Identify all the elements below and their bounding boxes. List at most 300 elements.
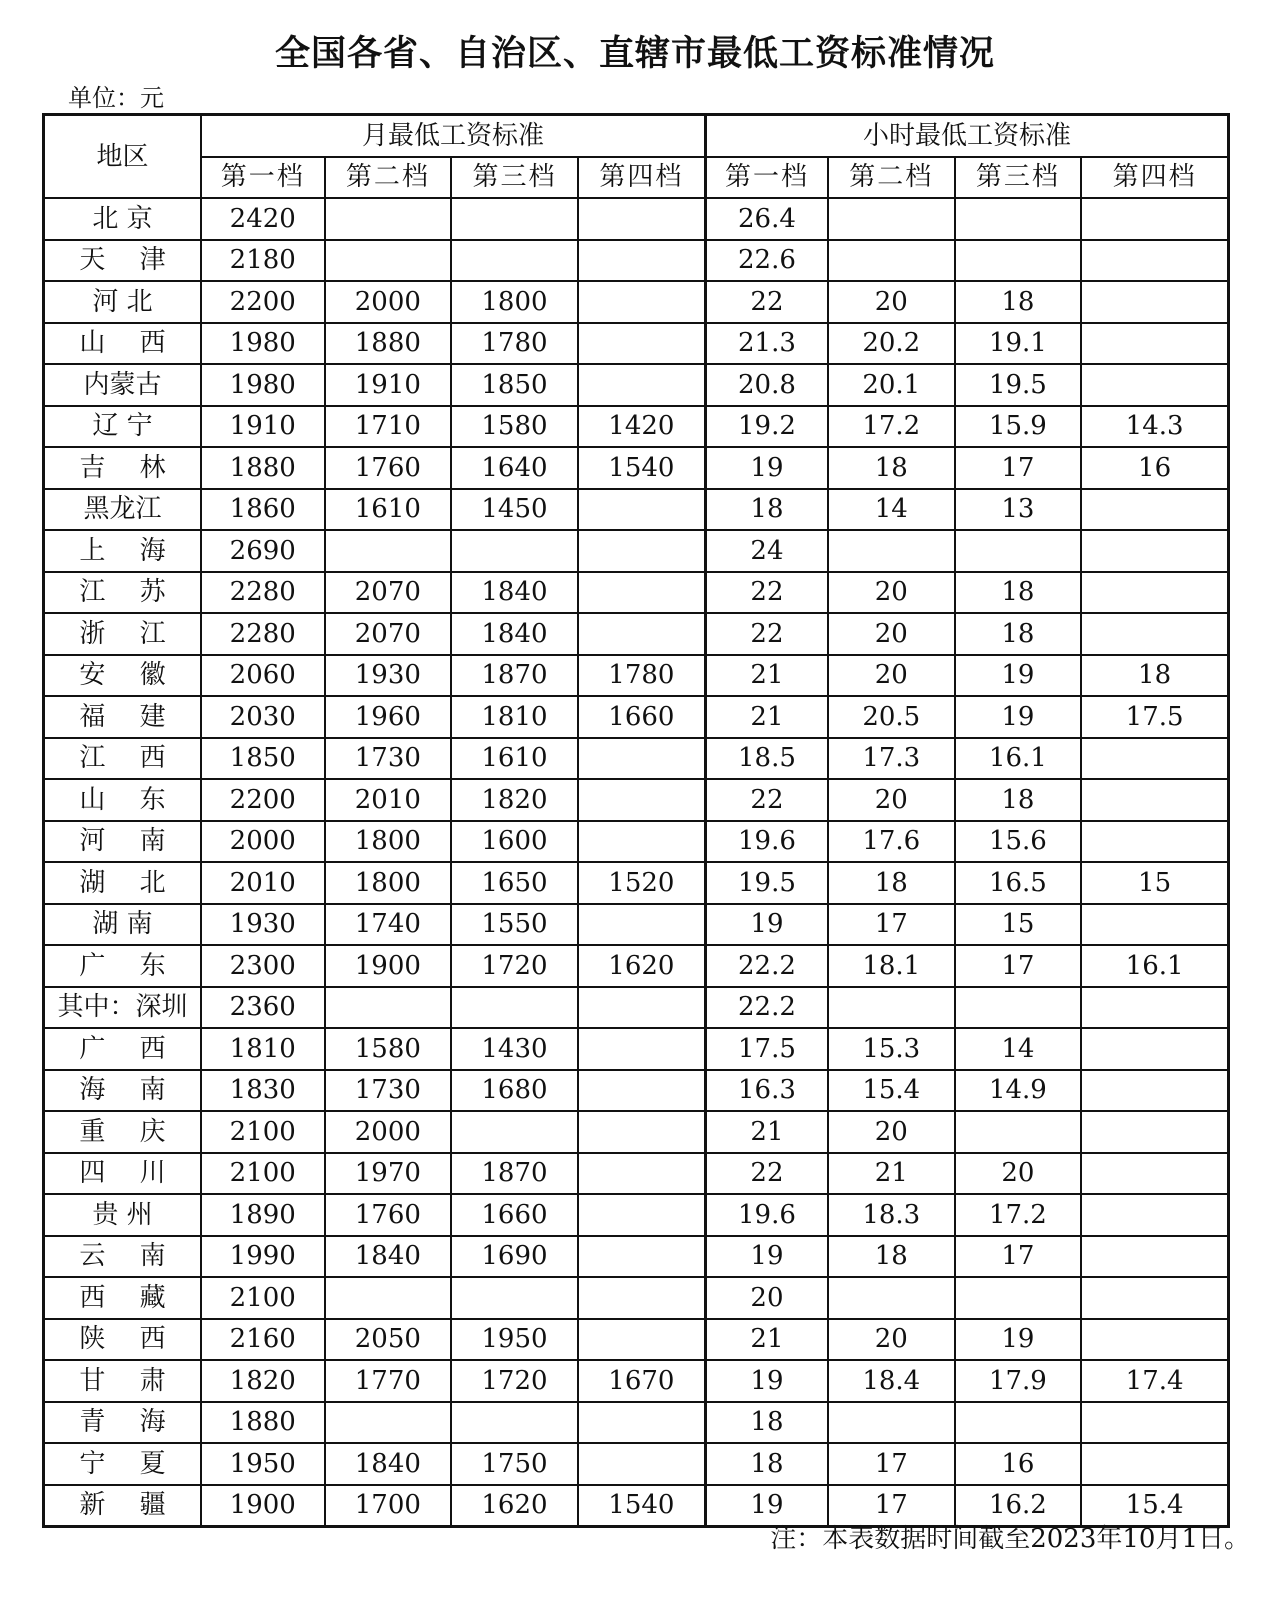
monthly-tier-1-cell: 2300 [201, 945, 325, 987]
table-row [44, 1277, 1229, 1319]
hourly-tier-4-cell: 16.1 [1081, 945, 1228, 987]
hourly-tier-2-cell: 21 [828, 1153, 955, 1195]
hourly-tier-2-cell: 20 [828, 281, 955, 323]
region-cell: 西 藏 [44, 1277, 202, 1319]
hourly-tier-4-cell [1081, 323, 1228, 365]
hourly-tier-4-cell: 17.5 [1081, 696, 1228, 738]
monthly-tier-4-cell [578, 904, 706, 946]
hourly-tier-2-cell: 20.5 [828, 696, 955, 738]
monthly-tier-1-cell: 2010 [201, 862, 325, 904]
monthly-tier-4-cell [578, 1153, 706, 1195]
hourly-tier-2-cell: 20.1 [828, 364, 955, 406]
hourly-tier-1-cell: 19.5 [705, 862, 828, 904]
table-row [44, 655, 1229, 697]
hourly-tier-4-cell [1081, 530, 1228, 572]
hourly-tier-3-cell: 17 [955, 1236, 1082, 1278]
region-cell: 北 京 [44, 198, 202, 240]
hourly-tier-3-cell: 19.5 [955, 364, 1082, 406]
table-row [44, 1402, 1229, 1444]
hourly-tier-2-cell: 20 [828, 613, 955, 655]
hourly-tier-1-cell: 16.3 [705, 1070, 828, 1112]
table-row [44, 862, 1229, 904]
monthly-tier-1-cell: 1860 [201, 489, 325, 531]
monthly-tier-3-cell: 1430 [451, 1028, 578, 1070]
region-cell: 重 庆 [44, 1111, 202, 1153]
hourly-tier-2-cell: 18 [828, 447, 955, 489]
table-body [44, 198, 1229, 1527]
hourly-tier-1-cell: 19.6 [705, 821, 828, 863]
monthly-tier-1-cell: 2100 [201, 1153, 325, 1195]
monthly-tier-2-cell [325, 198, 452, 240]
unit-label: 单位：元 [68, 84, 164, 112]
hourly-tier-3-cell: 19 [955, 1319, 1082, 1361]
monthly-tier-3-cell: 1690 [451, 1236, 578, 1278]
hourly-tier-1-cell: 17.5 [705, 1028, 828, 1070]
hourly-tier-2-cell: 20 [828, 572, 955, 614]
monthly-tier-2-cell: 1930 [325, 655, 452, 697]
region-cell: 福 建 [44, 696, 202, 738]
hourly-tier-1-cell: 21 [705, 696, 828, 738]
table-row [44, 1360, 1229, 1402]
monthly-tier-2-cell: 1960 [325, 696, 452, 738]
monthly-tier-4-cell [578, 779, 706, 821]
monthly-tier-1-cell: 1820 [201, 1360, 325, 1402]
hourly-tier-1-cell: 19 [705, 904, 828, 946]
monthly-tier-4-cell: 1670 [578, 1360, 706, 1402]
hourly-tier-1-cell: 22 [705, 1153, 828, 1195]
region-cell: 湖 北 [44, 862, 202, 904]
region-cell: 其中：深圳 [44, 987, 202, 1029]
monthly-tier-2-cell [325, 1277, 452, 1319]
monthly-tier-3-cell [451, 1277, 578, 1319]
hourly-tier-4-cell [1081, 1153, 1228, 1195]
hourly-tier-1-cell: 22.6 [705, 240, 828, 282]
monthly-tier-1-cell: 1950 [201, 1443, 325, 1485]
monthly-tier-4-cell [578, 364, 706, 406]
hourly-tier-2-cell [828, 1402, 955, 1444]
monthly-tier-1-cell: 2420 [201, 198, 325, 240]
hourly-tier-3-cell: 17 [955, 447, 1082, 489]
hourly-tier-1-cell: 22.2 [705, 987, 828, 1029]
monthly-tier-4-cell [578, 240, 706, 282]
table-row [44, 1070, 1229, 1112]
monthly-tier-3-cell: 1450 [451, 489, 578, 531]
hourly-tier-1-cell: 26.4 [705, 198, 828, 240]
hourly-tier-2-cell: 20.2 [828, 323, 955, 365]
monthly-tier-3-cell [451, 987, 578, 1029]
monthly-tier-1-cell: 2160 [201, 1319, 325, 1361]
hourly-tier-1-header: 第一档 [705, 157, 828, 199]
monthly-tier-4-cell [578, 1070, 706, 1112]
monthly-tier-4-cell: 1780 [578, 655, 706, 697]
monthly-tier-3-cell: 1720 [451, 945, 578, 987]
monthly-tier-4-cell [578, 572, 706, 614]
monthly-tier-3-cell: 1810 [451, 696, 578, 738]
region-cell: 广 东 [44, 945, 202, 987]
region-cell: 吉 林 [44, 447, 202, 489]
hourly-tier-1-cell: 21 [705, 655, 828, 697]
hourly-tier-4-cell: 15.4 [1081, 1485, 1228, 1527]
hourly-tier-1-cell: 22 [705, 779, 828, 821]
hourly-tier-1-cell: 21 [705, 1111, 828, 1153]
hourly-tier-4-cell [1081, 240, 1228, 282]
hourly-tier-4-cell [1081, 779, 1228, 821]
region-cell: 浙 江 [44, 613, 202, 655]
table-row [44, 987, 1229, 1029]
hourly-tier-1-cell: 20.8 [705, 364, 828, 406]
hourly-tier-2-cell [828, 240, 955, 282]
hourly-tier-4-cell [1081, 1194, 1228, 1236]
monthly-tier-1-cell: 2360 [201, 987, 325, 1029]
hourly-tier-3-cell: 15.9 [955, 406, 1082, 448]
monthly-tier-1-cell: 1810 [201, 1028, 325, 1070]
monthly-tier-3-cell: 1600 [451, 821, 578, 863]
region-cell: 贵 州 [44, 1194, 202, 1236]
table-row [44, 613, 1229, 655]
hourly-tier-4-cell [1081, 1028, 1228, 1070]
hourly-tier-4-cell: 16 [1081, 447, 1228, 489]
hourly-tier-4-cell: 14.3 [1081, 406, 1228, 448]
hourly-tier-1-cell: 19 [705, 1485, 828, 1527]
monthly-tier-2-cell: 1710 [325, 406, 452, 448]
region-cell: 宁 夏 [44, 1443, 202, 1485]
monthly-tier-2-cell: 1580 [325, 1028, 452, 1070]
table-row [44, 406, 1229, 448]
hourly-tier-4-header: 第四档 [1081, 157, 1228, 199]
region-cell: 天 津 [44, 240, 202, 282]
hourly-tier-1-cell: 18 [705, 1402, 828, 1444]
hourly-tier-1-cell: 22 [705, 572, 828, 614]
monthly-tier-2-cell: 1880 [325, 323, 452, 365]
hourly-tier-4-cell [1081, 613, 1228, 655]
hourly-tier-1-cell: 18 [705, 489, 828, 531]
monthly-tier-3-cell: 1950 [451, 1319, 578, 1361]
monthly-tier-4-cell: 1540 [578, 447, 706, 489]
hourly-tier-3-cell: 17 [955, 945, 1082, 987]
hourly-tier-3-cell: 17.2 [955, 1194, 1082, 1236]
hourly-tier-2-cell: 18.3 [828, 1194, 955, 1236]
table-row [44, 281, 1229, 323]
monthly-tier-3-header: 第三档 [451, 157, 578, 199]
monthly-tier-4-cell: 1620 [578, 945, 706, 987]
table-row [44, 1443, 1229, 1485]
hourly-tier-2-cell: 15.3 [828, 1028, 955, 1070]
hourly-tier-2-cell: 14 [828, 489, 955, 531]
monthly-tier-2-cell [325, 240, 452, 282]
monthly-tier-4-cell [578, 987, 706, 1029]
hourly-tier-1-cell: 22 [705, 613, 828, 655]
hourly-tier-3-cell: 16.1 [955, 738, 1082, 780]
hourly-tier-3-cell: 18 [955, 613, 1082, 655]
table-row [44, 1319, 1229, 1361]
hourly-tier-4-cell [1081, 738, 1228, 780]
monthly-tier-3-cell [451, 1402, 578, 1444]
hourly-tier-2-cell [828, 1277, 955, 1319]
table-row [44, 779, 1229, 821]
hourly-tier-4-cell [1081, 1402, 1228, 1444]
monthly-tier-3-cell: 1650 [451, 862, 578, 904]
monthly-tier-2-cell [325, 1402, 452, 1444]
monthly-tier-1-cell: 1990 [201, 1236, 325, 1278]
hourly-tier-3-cell [955, 1111, 1082, 1153]
hourly-tier-4-cell [1081, 364, 1228, 406]
hourly-tier-1-cell: 19 [705, 1236, 828, 1278]
hourly-tier-3-cell [955, 198, 1082, 240]
table-row [44, 1236, 1229, 1278]
monthly-tier-3-cell: 1820 [451, 779, 578, 821]
table-row [44, 1028, 1229, 1070]
table-row [44, 530, 1229, 572]
monthly-tier-3-cell [451, 198, 578, 240]
table-row [44, 945, 1229, 987]
hourly-tier-2-cell: 20 [828, 779, 955, 821]
monthly-tier-3-cell: 1720 [451, 1360, 578, 1402]
region-cell: 河 南 [44, 821, 202, 863]
monthly-tier-3-cell: 1870 [451, 655, 578, 697]
monthly-tier-4-cell [578, 530, 706, 572]
monthly-tier-4-cell: 1660 [578, 696, 706, 738]
region-cell: 云 南 [44, 1236, 202, 1278]
hourly-tier-3-cell: 13 [955, 489, 1082, 531]
monthly-tier-3-cell: 1840 [451, 613, 578, 655]
monthly-tier-2-cell: 1610 [325, 489, 452, 531]
hourly-tier-2-cell: 18 [828, 1236, 955, 1278]
monthly-tier-2-cell: 1900 [325, 945, 452, 987]
monthly-tier-1-cell: 2280 [201, 572, 325, 614]
monthly-tier-3-cell: 1840 [451, 572, 578, 614]
monthly-tier-1-cell: 1830 [201, 1070, 325, 1112]
hourly-tier-2-cell: 17 [828, 904, 955, 946]
hourly-tier-3-cell [955, 1277, 1082, 1319]
monthly-tier-1-cell: 2200 [201, 281, 325, 323]
region-cell: 安 徽 [44, 655, 202, 697]
hourly-tier-2-cell: 17.6 [828, 821, 955, 863]
monthly-tier-4-cell [578, 1277, 706, 1319]
monthly-tier-2-cell: 1730 [325, 738, 452, 780]
region-cell: 海 南 [44, 1070, 202, 1112]
region-cell: 甘 肃 [44, 1360, 202, 1402]
hourly-tier-2-cell: 17 [828, 1443, 955, 1485]
table-row [44, 1111, 1229, 1153]
hourly-tier-2-cell: 17.2 [828, 406, 955, 448]
hourly-tier-4-cell [1081, 1070, 1228, 1112]
hourly-tier-4-cell [1081, 987, 1228, 1029]
monthly-tier-1-cell: 2100 [201, 1111, 325, 1153]
monthly-tier-3-cell [451, 1111, 578, 1153]
region-cell: 四 川 [44, 1153, 202, 1195]
hourly-tier-2-cell [828, 198, 955, 240]
table-row [44, 821, 1229, 863]
region-cell: 山 西 [44, 323, 202, 365]
region-cell: 陕 西 [44, 1319, 202, 1361]
hourly-tier-4-cell [1081, 1443, 1228, 1485]
hourly-tier-3-cell: 16.5 [955, 862, 1082, 904]
monthly-tier-2-header: 第二档 [325, 157, 452, 199]
hourly-tier-4-cell: 17.4 [1081, 1360, 1228, 1402]
table-row [44, 198, 1229, 240]
hourly-tier-1-cell: 19.6 [705, 1194, 828, 1236]
hourly-tier-2-cell: 15.4 [828, 1070, 955, 1112]
hourly-tier-3-cell: 16 [955, 1443, 1082, 1485]
monthly-tier-2-cell: 1770 [325, 1360, 452, 1402]
hourly-tier-3-cell: 18 [955, 779, 1082, 821]
monthly-tier-4-cell [578, 281, 706, 323]
hourly-tier-2-cell: 18.4 [828, 1360, 955, 1402]
monthly-tier-1-cell: 2200 [201, 779, 325, 821]
monthly-tier-2-cell: 1740 [325, 904, 452, 946]
monthly-tier-4-cell [578, 323, 706, 365]
hourly-tier-3-cell: 18 [955, 281, 1082, 323]
region-cell: 广 西 [44, 1028, 202, 1070]
monthly-tier-1-cell: 2030 [201, 696, 325, 738]
monthly-tier-1-cell: 1880 [201, 1402, 325, 1444]
hourly-tier-4-cell [1081, 1236, 1228, 1278]
monthly-tier-2-cell [325, 530, 452, 572]
hourly-tier-2-cell [828, 987, 955, 1029]
hourly-tier-3-cell: 16.2 [955, 1485, 1082, 1527]
monthly-group-header: 月最低工资标准 [201, 115, 705, 157]
monthly-tier-4-cell [578, 613, 706, 655]
table-row [44, 364, 1229, 406]
hourly-tier-2-cell: 17.3 [828, 738, 955, 780]
monthly-tier-2-cell: 1700 [325, 1485, 452, 1527]
monthly-tier-4-cell: 1540 [578, 1485, 706, 1527]
monthly-tier-4-cell [578, 489, 706, 531]
table-row [44, 738, 1229, 780]
monthly-tier-1-cell: 1980 [201, 364, 325, 406]
hourly-tier-3-cell: 14.9 [955, 1070, 1082, 1112]
monthly-tier-2-cell: 1730 [325, 1070, 452, 1112]
hourly-tier-4-cell [1081, 1319, 1228, 1361]
monthly-tier-4-cell [578, 198, 706, 240]
monthly-tier-2-cell: 1840 [325, 1236, 452, 1278]
monthly-tier-3-cell: 1550 [451, 904, 578, 946]
table-row [44, 904, 1229, 946]
monthly-tier-1-header: 第一档 [201, 157, 325, 199]
hourly-tier-4-cell [1081, 1111, 1228, 1153]
monthly-tier-3-cell [451, 240, 578, 282]
monthly-tier-4-cell [578, 1111, 706, 1153]
hourly-tier-3-cell: 15.6 [955, 821, 1082, 863]
table-row [44, 489, 1229, 531]
table-row [44, 696, 1229, 738]
hourly-tier-2-cell: 18 [828, 862, 955, 904]
monthly-tier-3-cell: 1750 [451, 1443, 578, 1485]
table-row [44, 323, 1229, 365]
region-cell: 江 苏 [44, 572, 202, 614]
hourly-tier-3-cell [955, 240, 1082, 282]
monthly-tier-4-cell [578, 821, 706, 863]
monthly-tier-2-cell: 2000 [325, 1111, 452, 1153]
minimum-wage-table [42, 113, 1230, 1528]
hourly-tier-1-cell: 19 [705, 447, 828, 489]
hourly-tier-1-cell: 18.5 [705, 738, 828, 780]
region-cell: 河 北 [44, 281, 202, 323]
monthly-tier-2-cell: 1760 [325, 1194, 452, 1236]
monthly-tier-2-cell: 1970 [325, 1153, 452, 1195]
region-cell: 青 海 [44, 1402, 202, 1444]
hourly-tier-3-cell [955, 987, 1082, 1029]
hourly-tier-3-cell: 18 [955, 572, 1082, 614]
monthly-tier-3-cell [451, 530, 578, 572]
monthly-tier-2-cell: 1910 [325, 364, 452, 406]
monthly-tier-2-cell: 2050 [325, 1319, 452, 1361]
region-cell: 辽 宁 [44, 406, 202, 448]
monthly-tier-1-cell: 2180 [201, 240, 325, 282]
page-title: 全国各省、自治区、直辖市最低工资标准情况 [274, 34, 995, 74]
hourly-tier-2-cell: 18.1 [828, 945, 955, 987]
monthly-tier-1-cell: 2100 [201, 1277, 325, 1319]
monthly-tier-2-cell: 2000 [325, 281, 452, 323]
monthly-tier-3-cell: 1610 [451, 738, 578, 780]
region-cell: 湖 南 [44, 904, 202, 946]
table-header-row-2 [44, 157, 1229, 199]
monthly-tier-4-cell [578, 1402, 706, 1444]
hourly-tier-1-cell: 24 [705, 530, 828, 572]
monthly-tier-3-cell: 1780 [451, 323, 578, 365]
monthly-tier-1-cell: 1910 [201, 406, 325, 448]
hourly-tier-1-cell: 19.2 [705, 406, 828, 448]
region-cell: 江 西 [44, 738, 202, 780]
hourly-tier-4-cell [1081, 198, 1228, 240]
monthly-tier-2-cell: 1840 [325, 1443, 452, 1485]
monthly-tier-4-header: 第四档 [578, 157, 706, 199]
hourly-tier-1-cell: 21 [705, 1319, 828, 1361]
hourly-tier-1-cell: 22.2 [705, 945, 828, 987]
hourly-tier-4-cell [1081, 1277, 1228, 1319]
hourly-tier-4-cell [1081, 904, 1228, 946]
monthly-tier-2-cell: 2070 [325, 613, 452, 655]
monthly-tier-1-cell: 2280 [201, 613, 325, 655]
monthly-tier-1-cell: 2000 [201, 821, 325, 863]
monthly-tier-3-cell: 1640 [451, 447, 578, 489]
footnote: 注：本表数据时间截至2023年10月1日。 [770, 1524, 1250, 1554]
region-cell: 新 疆 [44, 1485, 202, 1527]
monthly-tier-1-cell: 1880 [201, 447, 325, 489]
table-row [44, 1194, 1229, 1236]
monthly-tier-4-cell [578, 1028, 706, 1070]
hourly-tier-2-header: 第二档 [828, 157, 955, 199]
hourly-tier-3-cell: 14 [955, 1028, 1082, 1070]
hourly-tier-2-cell: 20 [828, 655, 955, 697]
monthly-tier-4-cell [578, 1236, 706, 1278]
hourly-tier-2-cell: 20 [828, 1319, 955, 1361]
hourly-tier-1-cell: 22 [705, 281, 828, 323]
hourly-tier-4-cell [1081, 489, 1228, 531]
monthly-tier-3-cell: 1870 [451, 1153, 578, 1195]
monthly-tier-1-cell: 1890 [201, 1194, 325, 1236]
monthly-tier-3-cell: 1620 [451, 1485, 578, 1527]
hourly-tier-4-cell [1081, 281, 1228, 323]
monthly-tier-4-cell [578, 738, 706, 780]
hourly-tier-3-cell: 19.1 [955, 323, 1082, 365]
monthly-tier-1-cell: 1930 [201, 904, 325, 946]
monthly-tier-3-cell: 1800 [451, 281, 578, 323]
monthly-tier-2-cell: 2070 [325, 572, 452, 614]
monthly-tier-3-cell: 1680 [451, 1070, 578, 1112]
hourly-tier-2-cell: 17 [828, 1485, 955, 1527]
hourly-tier-1-cell: 18 [705, 1443, 828, 1485]
hourly-tier-3-cell: 19 [955, 696, 1082, 738]
table-header-row-1 [44, 115, 1229, 157]
monthly-tier-4-cell [578, 1443, 706, 1485]
monthly-tier-2-cell: 1800 [325, 821, 452, 863]
monthly-tier-2-cell: 1800 [325, 862, 452, 904]
table-row [44, 572, 1229, 614]
hourly-tier-3-header: 第三档 [955, 157, 1082, 199]
monthly-tier-3-cell: 1660 [451, 1194, 578, 1236]
hourly-tier-3-cell: 19 [955, 655, 1082, 697]
